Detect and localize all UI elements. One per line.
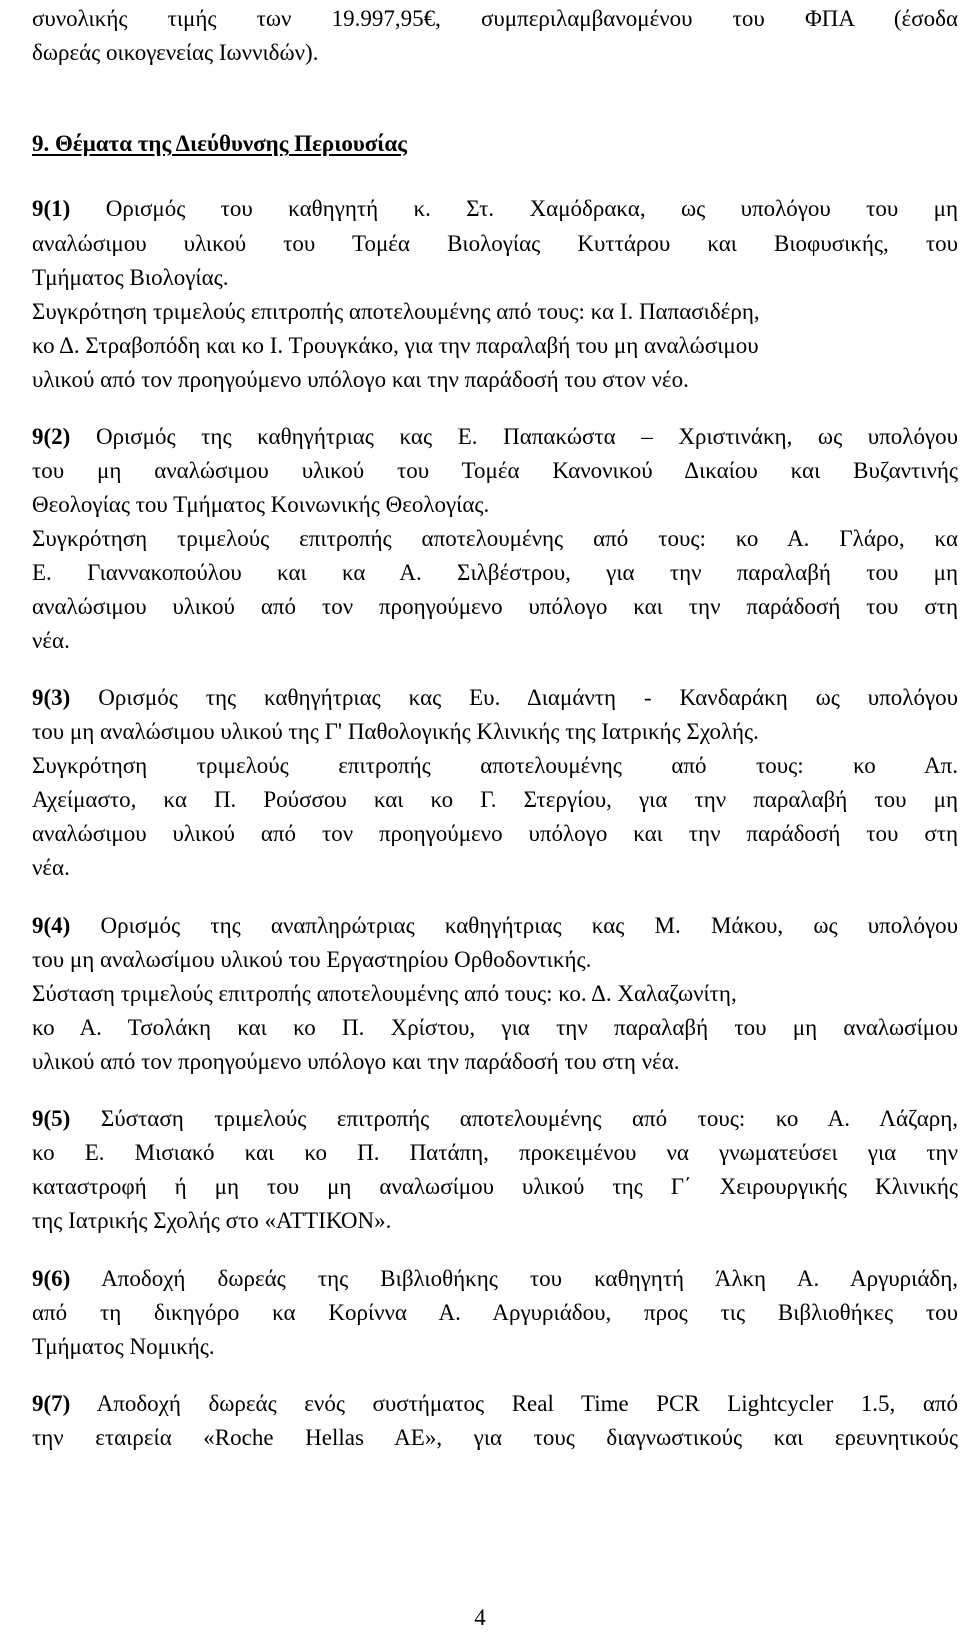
text-line: αναλώσιμου υλικού του Τομέα Βιολογίας Κυττάρου και Βιοφυσικής, του: [32, 231, 958, 256]
text-line: αναλώσιμου υλικού από τον προηγούμενο υπόλογο και την παράδοσή του στη: [32, 594, 958, 619]
text-line: του μη αναλώσιμου υλικού του Τομέα Κανονικού Δικαίου και Βυζαντινής: [32, 458, 958, 483]
text-line: συνολικής τιμής των 19.997,95€, συμπεριλαμβανομένου του ΦΠΑ (έσοδα: [32, 6, 958, 31]
item-number: 9(1): [32, 196, 71, 221]
item-text: Ορισμός της αναπληρώτριας καθηγήτριας κας Μ. Μάκου, ως υπολόγου: [100, 913, 958, 938]
text-line: την εταιρεία «Roche Hellas AE», για τους διαγνωστικούς και ερευνητικούς: [32, 1425, 958, 1450]
item-number: 9(7): [32, 1391, 71, 1416]
page-number: 4: [474, 1605, 486, 1630]
item-9-6-line: [32, 1264, 958, 1294]
text-line: αναλώσιμου υλικού από τον προηγούμενο υπόλογο και την παράδοσή του στη: [32, 821, 958, 846]
text-line: υλικού από τον προηγούμενο υπόλογο και την παράδοσή του στον νέο.: [32, 367, 689, 392]
text-line: καταστροφή ή μη του μη αναλωσίμου υλικού της Γ΄ Χειρουργικής Κλινικής: [32, 1174, 958, 1199]
item-9-2-line: [32, 422, 958, 452]
text-line: Συγκρότηση τριμελούς επιτροπής αποτελουμένης από τους: κο Α. Γλάρο, κα: [32, 526, 958, 551]
text-line: Συγκρότηση τριμελούς επιτροπής αποτελουμένης από τους: κα Ι. Παπασιδέρη,: [32, 299, 760, 324]
item-number: 9(3): [32, 685, 71, 710]
text-line: της Ιατρικής Σχολής στο «ΑΤΤΙΚΟΝ».: [32, 1208, 392, 1233]
text-line: Θεολογίας του Τμήματος Κοινωνικής Θεολογίας.: [32, 492, 490, 517]
text-line: Τμήματος Βιολογίας.: [32, 265, 229, 290]
item-number: 9(6): [32, 1266, 71, 1291]
text-line: νέα.: [32, 628, 70, 653]
text-line: υλικού από τον προηγούμενο υπόλογο και την παράδοσή του στη νέα.: [32, 1049, 680, 1074]
item-text: Αποδοχή δωρεάς ενός συστήματος Real Time PCR Lightcycler 1.5, από: [96, 1391, 958, 1416]
text-line: Τμήματος Νομικής.: [32, 1334, 215, 1359]
text-line: του μη αναλώσιμου υλικού της Γ' Παθολογικής Κλινικής της Ιατρικής Σχολής.: [32, 719, 759, 744]
text-line: κο Ε. Μισιακό και κο Π. Πατάπη, προκειμένου να γνωματεύσει για την: [32, 1140, 958, 1165]
text-line: του μη αναλωσίμου υλικού του Εργαστηρίου Ορθοδοντικής.: [32, 947, 592, 972]
item-text: Ορισμός της καθηγήτριας κας Ε. Παπακώστα – Χριστινάκη, ως υπολόγου: [95, 424, 958, 449]
item-text: Ορισμός της καθηγήτριας κας Ευ. Διαμάντη - Κανδαράκη ως υπολόγου: [98, 685, 959, 710]
item-number: 9(4): [32, 913, 71, 938]
text-line: νέα.: [32, 855, 70, 880]
item-9-7-line: [32, 1389, 958, 1419]
item-9-3-line: [32, 683, 958, 713]
item-9-5-line: [32, 1104, 958, 1134]
text-line: κο Δ. Στραβοπόδη και κο Ι. Τρουγκάκο, για την παραλαβή του μη αναλώσιμου: [32, 333, 759, 358]
text-line: Συγκρότηση τριμελούς επιτροπής αποτελουμένης από τους: κο Απ.: [32, 753, 958, 778]
item-text: Σύσταση τριμελούς επιτροπής αποτελουμένης από τους: κο Α. Λάζαρη,: [100, 1106, 958, 1131]
item-text: Ορισμός του καθηγητή κ. Στ. Χαμόδρακα, ως υπολόγου του μη: [105, 196, 958, 221]
text-line: Σύσταση τριμελούς επιτροπής αποτελουμένης από τους: κο. Δ. Χαλαζωνίτη,: [32, 981, 737, 1006]
item-9-1-line: [32, 194, 958, 224]
text-line: από τη δικηγόρο κα Κορίννα Α. Αργυριάδου, προς τις Βιβλιοθήκες του: [32, 1300, 958, 1325]
text-line: Αχείμαστο, κα Π. Ρούσσου και κο Γ. Στεργίου, για την παραλαβή του μη: [32, 787, 958, 812]
item-number: 9(5): [32, 1106, 71, 1131]
item-number: 9(2): [32, 424, 71, 449]
item-9-4-line: [32, 911, 958, 941]
text-line: κο Α. Τσολάκη και κο Π. Χρίστου, για την παραλαβή του μη αναλωσίμου: [32, 1015, 958, 1040]
text-line: δωρεάς οικογενείας Ιωννιδών).: [32, 40, 319, 65]
text-line: Ε. Γιαννακοπούλου και κα Α. Σιλβέστρου, για την παραλαβή του μη: [32, 560, 958, 585]
item-text: Αποδοχή δωρεάς της Βιβλιοθήκης του καθηγητή Άλκη Α. Αργυριάδη,: [101, 1266, 959, 1291]
section-heading: 9. Θέματα της Διεύθυνσης Περιουσίας: [32, 131, 407, 156]
